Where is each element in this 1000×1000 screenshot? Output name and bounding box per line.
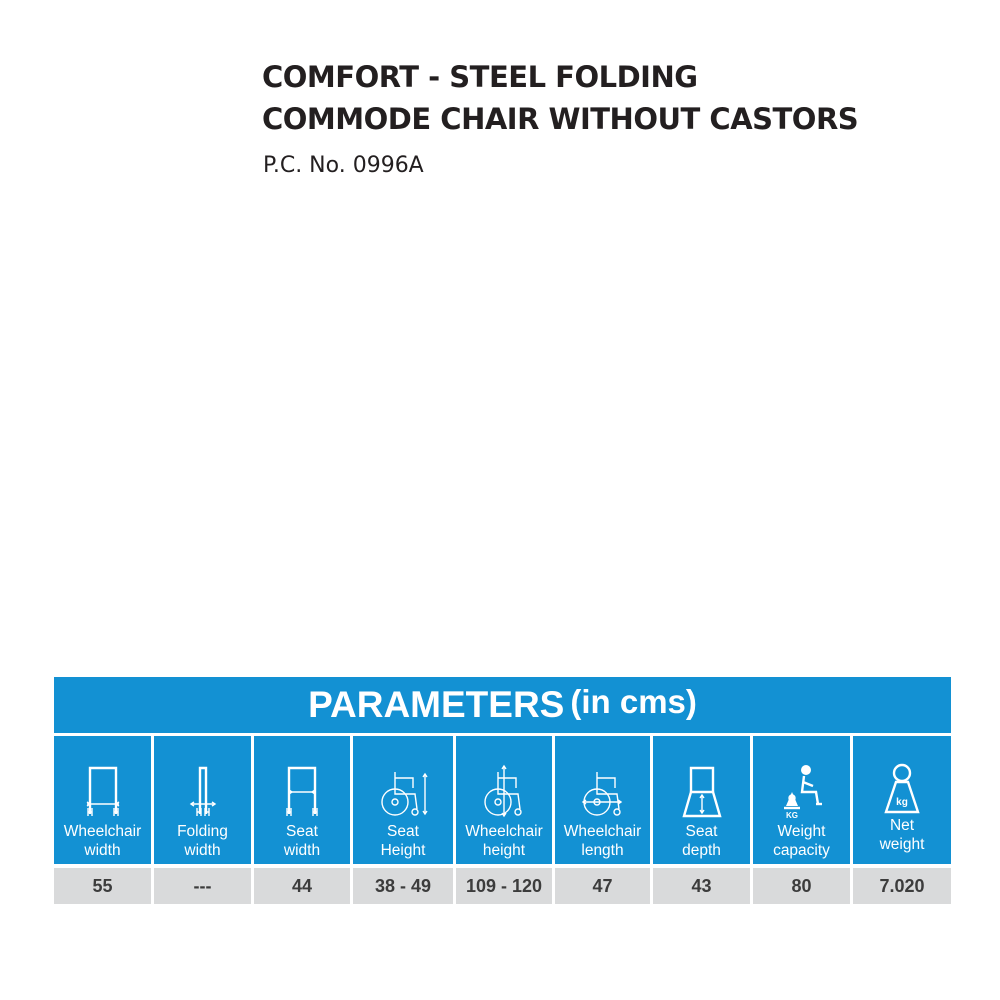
param-label: Seat width: [283, 823, 321, 859]
product-code: P.C. No. 0996A: [263, 153, 424, 178]
param-label: Folding width: [177, 823, 228, 859]
parameters-header: [54, 677, 951, 733]
param-label: Wheelchair width: [63, 823, 142, 859]
param-label: Seat Height: [380, 823, 426, 859]
product-title: [262, 56, 858, 140]
param-label: Weight capacity: [773, 823, 830, 859]
param-value: 44: [254, 868, 350, 904]
seat-width-icon: [272, 764, 332, 820]
param-value: 7.020: [853, 868, 951, 904]
seat-height-wheelchair-icon: [373, 764, 433, 820]
seat-depth-icon: [672, 764, 732, 820]
net-weight-icon: [872, 764, 932, 820]
parameters-cells: [54, 736, 951, 906]
weight-capacity-icon: [772, 764, 832, 820]
folded-frame-icon: [173, 764, 233, 820]
product-title-line-1: COMFORT - STEEL FOLDING: [262, 60, 698, 94]
param-value: ---: [154, 868, 251, 904]
param-value: 43: [653, 868, 750, 904]
weight-capacity-icon-label: KG: [785, 811, 798, 820]
param-label: Seat depth: [682, 823, 721, 859]
frame-width-icon: [73, 764, 133, 820]
param-value: 47: [555, 868, 650, 904]
wheelchair-height-icon: [474, 764, 534, 820]
param-value: 55: [54, 868, 151, 904]
param-label: Wheelchair length: [563, 823, 642, 859]
param-value: 109 - 120: [456, 868, 552, 904]
param-value: 38 - 49: [353, 868, 453, 904]
parameters-heading: PARAMETERS: [308, 684, 565, 725]
net-weight-icon-label: kg: [896, 797, 908, 808]
param-label: Wheelchair height: [465, 823, 543, 859]
wheelchair-length-icon: [573, 764, 633, 820]
product-title-line-2: COMMODE CHAIR WITHOUT CASTORS: [262, 102, 859, 136]
param-label: Net weight: [879, 817, 925, 853]
parameters-table: [54, 677, 951, 906]
parameters-unit: (in cms): [570, 683, 697, 720]
param-value: 80: [753, 868, 850, 904]
